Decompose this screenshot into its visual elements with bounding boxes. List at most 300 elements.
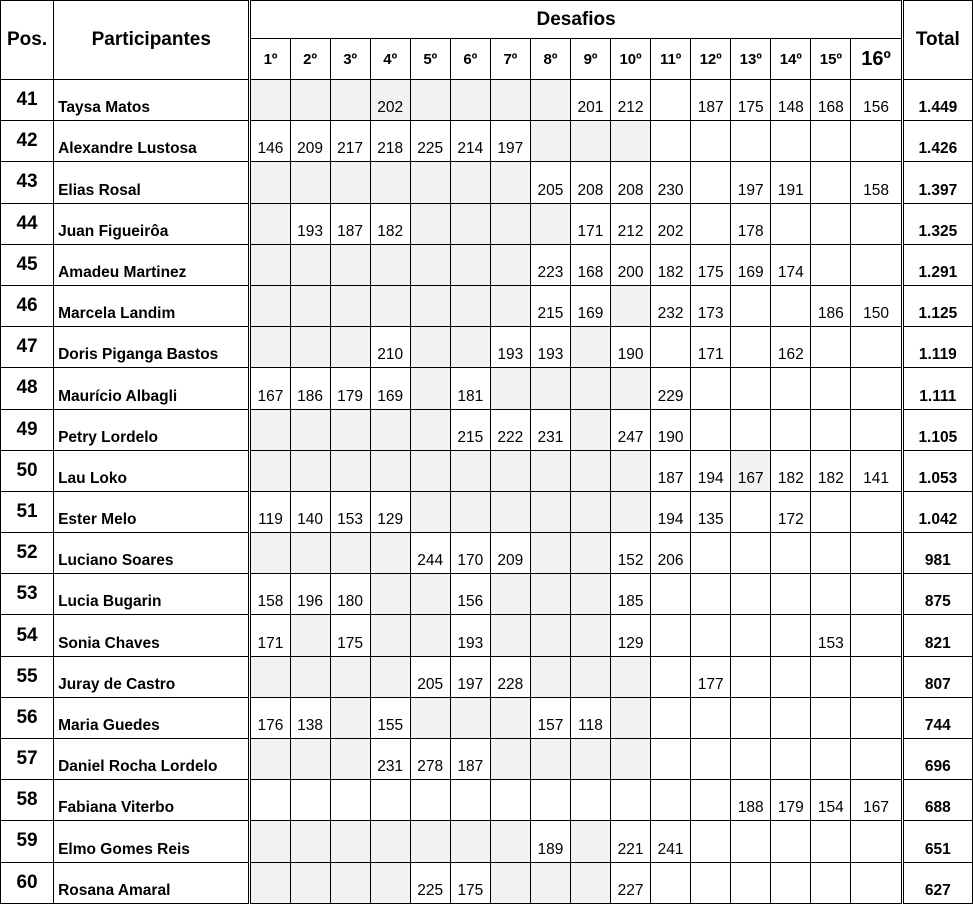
score-cell xyxy=(611,368,651,409)
score-cell: 212 xyxy=(611,203,651,244)
score-cell xyxy=(731,121,771,162)
score-cell xyxy=(771,368,811,409)
score-cell xyxy=(330,450,370,491)
score-cell xyxy=(250,409,290,450)
score-cell xyxy=(811,656,851,697)
table-row xyxy=(1,327,973,368)
score-cell: 135 xyxy=(691,491,731,532)
score-cell xyxy=(450,450,490,491)
total-cell: 821 xyxy=(902,615,972,656)
score-cell xyxy=(851,244,902,285)
score-cell xyxy=(731,615,771,656)
score-cell xyxy=(851,409,902,450)
score-cell: 171 xyxy=(570,203,610,244)
table-row xyxy=(1,121,973,162)
score-cell: 241 xyxy=(651,821,691,862)
score-cell xyxy=(330,780,370,821)
score-cell xyxy=(250,203,290,244)
score-cell xyxy=(370,285,410,326)
score-cell xyxy=(330,656,370,697)
score-cell: 229 xyxy=(651,368,691,409)
table-row xyxy=(1,697,973,738)
score-cell: 214 xyxy=(450,121,490,162)
score-cell: 169 xyxy=(570,285,610,326)
table-row xyxy=(1,203,973,244)
score-cell xyxy=(691,574,731,615)
score-cell: 222 xyxy=(490,409,530,450)
score-cell xyxy=(811,409,851,450)
score-cell: 148 xyxy=(771,80,811,121)
score-cell xyxy=(410,697,450,738)
score-cell: 152 xyxy=(611,533,651,574)
score-cell xyxy=(851,697,902,738)
score-cell xyxy=(731,368,771,409)
score-cell xyxy=(290,80,330,121)
score-cell: 218 xyxy=(370,121,410,162)
participants-header: Participantes xyxy=(54,1,250,80)
score-cell: 158 xyxy=(851,162,902,203)
total-cell: 688 xyxy=(902,780,972,821)
score-cell: 191 xyxy=(771,162,811,203)
score-cell xyxy=(771,862,811,903)
participant-name: Doris Piganga Bastos xyxy=(54,327,250,368)
score-cell xyxy=(330,162,370,203)
score-cell xyxy=(290,533,330,574)
score-cell xyxy=(250,162,290,203)
score-cell: 230 xyxy=(651,162,691,203)
score-cell: 193 xyxy=(490,327,530,368)
score-cell xyxy=(691,739,731,780)
score-cell: 190 xyxy=(651,409,691,450)
score-cell xyxy=(410,285,450,326)
table-row xyxy=(1,285,973,326)
score-cell: 209 xyxy=(490,533,530,574)
score-cell: 168 xyxy=(811,80,851,121)
table-row xyxy=(1,409,973,450)
score-cell xyxy=(330,697,370,738)
position-cell: 50 xyxy=(1,450,54,491)
score-cell xyxy=(450,80,490,121)
score-cell xyxy=(530,121,570,162)
table-row xyxy=(1,533,973,574)
score-cell xyxy=(370,780,410,821)
score-cell xyxy=(851,491,902,532)
score-cell xyxy=(530,615,570,656)
score-cell: 176 xyxy=(250,697,290,738)
score-cell xyxy=(490,615,530,656)
score-cell: 212 xyxy=(611,80,651,121)
score-cell: 197 xyxy=(490,121,530,162)
score-cell: 175 xyxy=(731,80,771,121)
score-cell xyxy=(691,368,731,409)
participant-name: Marcela Landim xyxy=(54,285,250,326)
position-cell: 49 xyxy=(1,409,54,450)
participant-name: Lau Loko xyxy=(54,450,250,491)
score-cell xyxy=(490,244,530,285)
score-cell xyxy=(290,615,330,656)
position-cell: 59 xyxy=(1,821,54,862)
table-row xyxy=(1,368,973,409)
score-cell xyxy=(691,121,731,162)
score-cell xyxy=(370,244,410,285)
score-cell: 227 xyxy=(611,862,651,903)
score-cell xyxy=(450,244,490,285)
score-cell xyxy=(490,80,530,121)
total-cell: 1.397 xyxy=(902,162,972,203)
score-cell xyxy=(771,285,811,326)
score-cell xyxy=(530,368,570,409)
score-cell: 179 xyxy=(330,368,370,409)
score-cell: 177 xyxy=(691,656,731,697)
total-cell: 981 xyxy=(902,533,972,574)
round-header: 6º xyxy=(450,39,490,80)
score-cell xyxy=(290,327,330,368)
score-cell xyxy=(330,533,370,574)
score-cell xyxy=(851,327,902,368)
score-cell xyxy=(570,368,610,409)
score-cell xyxy=(651,574,691,615)
score-cell xyxy=(530,780,570,821)
score-cell: 180 xyxy=(330,574,370,615)
score-cell: 197 xyxy=(731,162,771,203)
position-cell: 52 xyxy=(1,533,54,574)
score-cell xyxy=(691,203,731,244)
score-cell xyxy=(330,821,370,862)
score-cell xyxy=(731,697,771,738)
score-cell: 185 xyxy=(611,574,651,615)
position-cell: 55 xyxy=(1,656,54,697)
participant-name: Maria Guedes xyxy=(54,697,250,738)
score-cell xyxy=(490,574,530,615)
round-header: 7º xyxy=(490,39,530,80)
score-cell xyxy=(771,615,811,656)
total-cell: 1.042 xyxy=(902,491,972,532)
score-cell xyxy=(490,739,530,780)
table-row xyxy=(1,862,973,903)
score-cell xyxy=(570,327,610,368)
round-header: 16º xyxy=(851,39,902,80)
table-row xyxy=(1,574,973,615)
score-cell: 173 xyxy=(691,285,731,326)
position-cell: 53 xyxy=(1,574,54,615)
participant-name: Maurício Albagli xyxy=(54,368,250,409)
score-cell xyxy=(490,203,530,244)
table-row xyxy=(1,821,973,862)
score-cell xyxy=(370,450,410,491)
score-cell xyxy=(771,121,811,162)
participant-name: Daniel Rocha Lordelo xyxy=(54,739,250,780)
score-cell xyxy=(490,697,530,738)
score-cell: 167 xyxy=(731,450,771,491)
score-cell xyxy=(410,368,450,409)
score-cell: 186 xyxy=(290,368,330,409)
score-cell xyxy=(290,285,330,326)
score-cell xyxy=(330,739,370,780)
score-cell: 215 xyxy=(450,409,490,450)
score-cell xyxy=(330,80,370,121)
score-cell xyxy=(530,80,570,121)
score-cell xyxy=(611,121,651,162)
position-cell: 57 xyxy=(1,739,54,780)
score-cell xyxy=(851,615,902,656)
score-cell: 175 xyxy=(330,615,370,656)
score-cell xyxy=(450,697,490,738)
position-cell: 42 xyxy=(1,121,54,162)
score-cell xyxy=(771,697,811,738)
score-cell xyxy=(651,327,691,368)
score-cell xyxy=(570,450,610,491)
score-cell xyxy=(450,821,490,862)
total-cell: 696 xyxy=(902,739,972,780)
score-cell xyxy=(570,862,610,903)
score-cell xyxy=(410,574,450,615)
score-cell xyxy=(250,780,290,821)
table-row xyxy=(1,615,973,656)
score-cell xyxy=(410,780,450,821)
score-cell xyxy=(731,656,771,697)
round-header: 5º xyxy=(410,39,450,80)
score-cell: 187 xyxy=(691,80,731,121)
score-cell: 196 xyxy=(290,574,330,615)
total-cell: 1.111 xyxy=(902,368,972,409)
score-cell xyxy=(611,285,651,326)
total-header: Total xyxy=(902,1,972,80)
score-cell xyxy=(611,656,651,697)
score-cell xyxy=(530,491,570,532)
score-cell xyxy=(250,656,290,697)
score-cell: 182 xyxy=(771,450,811,491)
score-cell: 129 xyxy=(611,615,651,656)
score-cell xyxy=(330,409,370,450)
score-cell xyxy=(490,821,530,862)
score-cell xyxy=(250,327,290,368)
score-cell xyxy=(771,409,811,450)
score-cell xyxy=(611,450,651,491)
round-header: 2º xyxy=(290,39,330,80)
score-cell: 150 xyxy=(851,285,902,326)
score-cell: 157 xyxy=(530,697,570,738)
score-cell xyxy=(651,780,691,821)
score-cell: 197 xyxy=(450,656,490,697)
score-cell xyxy=(290,162,330,203)
participant-name: Alexandre Lustosa xyxy=(54,121,250,162)
score-cell: 186 xyxy=(811,285,851,326)
participant-name: Amadeu Martinez xyxy=(54,244,250,285)
score-cell xyxy=(250,821,290,862)
score-cell xyxy=(330,244,370,285)
score-cell: 175 xyxy=(691,244,731,285)
score-cell xyxy=(450,780,490,821)
score-cell xyxy=(490,780,530,821)
score-cell xyxy=(370,162,410,203)
score-cell xyxy=(651,656,691,697)
table-body xyxy=(1,80,973,904)
round-header: 11º xyxy=(651,39,691,80)
score-cell xyxy=(410,821,450,862)
score-cell: 162 xyxy=(771,327,811,368)
score-cell: 155 xyxy=(370,697,410,738)
score-cell xyxy=(530,533,570,574)
score-cell: 175 xyxy=(450,862,490,903)
score-cell xyxy=(530,862,570,903)
score-cell: 200 xyxy=(611,244,651,285)
score-cell xyxy=(811,821,851,862)
score-cell xyxy=(290,862,330,903)
position-cell: 54 xyxy=(1,615,54,656)
score-cell xyxy=(450,162,490,203)
round-header: 4º xyxy=(370,39,410,80)
score-cell xyxy=(570,615,610,656)
score-cell xyxy=(290,450,330,491)
score-cell: 247 xyxy=(611,409,651,450)
score-cell xyxy=(811,162,851,203)
table-row xyxy=(1,780,973,821)
score-cell xyxy=(691,162,731,203)
score-cell: 215 xyxy=(530,285,570,326)
total-cell: 1.125 xyxy=(902,285,972,326)
score-cell: 231 xyxy=(370,739,410,780)
score-cell: 210 xyxy=(370,327,410,368)
score-cell: 170 xyxy=(450,533,490,574)
score-cell xyxy=(290,739,330,780)
participant-name: Elias Rosal xyxy=(54,162,250,203)
score-cell xyxy=(731,739,771,780)
score-cell xyxy=(691,862,731,903)
total-cell: 1.325 xyxy=(902,203,972,244)
score-cell xyxy=(771,203,811,244)
score-cell xyxy=(731,533,771,574)
participant-name: Rosana Amaral xyxy=(54,862,250,903)
participant-name: Petry Lordelo xyxy=(54,409,250,450)
score-cell xyxy=(731,491,771,532)
score-cell xyxy=(330,862,370,903)
table-row xyxy=(1,656,973,697)
score-cell: 171 xyxy=(691,327,731,368)
table-row xyxy=(1,491,973,532)
score-cell xyxy=(851,368,902,409)
score-cell xyxy=(410,327,450,368)
total-cell: 651 xyxy=(902,821,972,862)
score-cell xyxy=(250,739,290,780)
score-cell: 156 xyxy=(450,574,490,615)
score-cell: 278 xyxy=(410,739,450,780)
score-cell xyxy=(530,574,570,615)
score-cell xyxy=(290,409,330,450)
score-cell: 244 xyxy=(410,533,450,574)
score-cell: 209 xyxy=(290,121,330,162)
score-cell xyxy=(450,491,490,532)
score-cell: 169 xyxy=(370,368,410,409)
score-cell xyxy=(851,121,902,162)
score-cell: 205 xyxy=(530,162,570,203)
score-cell: 182 xyxy=(651,244,691,285)
score-cell xyxy=(370,862,410,903)
total-cell: 807 xyxy=(902,656,972,697)
score-cell: 225 xyxy=(410,862,450,903)
score-cell xyxy=(570,533,610,574)
score-cell xyxy=(851,821,902,862)
score-cell xyxy=(771,574,811,615)
score-cell: 153 xyxy=(330,491,370,532)
round-header: 1º xyxy=(250,39,290,80)
score-cell xyxy=(731,821,771,862)
position-cell: 58 xyxy=(1,780,54,821)
score-cell xyxy=(370,821,410,862)
score-cell xyxy=(811,862,851,903)
score-cell xyxy=(811,533,851,574)
total-cell: 1.053 xyxy=(902,450,972,491)
position-cell: 48 xyxy=(1,368,54,409)
score-cell xyxy=(851,739,902,780)
score-cell xyxy=(490,862,530,903)
participant-name: Sonia Chaves xyxy=(54,615,250,656)
score-cell xyxy=(250,862,290,903)
participant-name: Elmo Gomes Reis xyxy=(54,821,250,862)
score-cell xyxy=(410,162,450,203)
position-cell: 60 xyxy=(1,862,54,903)
score-cell xyxy=(731,862,771,903)
score-cell: 201 xyxy=(570,80,610,121)
round-header: 15º xyxy=(811,39,851,80)
total-cell: 875 xyxy=(902,574,972,615)
score-cell xyxy=(370,533,410,574)
score-cell xyxy=(651,121,691,162)
table-row xyxy=(1,162,973,203)
score-cell: 181 xyxy=(450,368,490,409)
score-cell: 171 xyxy=(250,615,290,656)
round-header: 9º xyxy=(570,39,610,80)
score-cell xyxy=(290,821,330,862)
score-cell xyxy=(651,615,691,656)
total-cell: 1.449 xyxy=(902,80,972,121)
score-cell xyxy=(410,203,450,244)
score-cell xyxy=(250,450,290,491)
score-cell xyxy=(811,327,851,368)
total-cell: 744 xyxy=(902,697,972,738)
score-cell xyxy=(410,615,450,656)
score-cell xyxy=(410,450,450,491)
score-cell xyxy=(570,121,610,162)
score-cell xyxy=(530,656,570,697)
score-cell: 208 xyxy=(611,162,651,203)
score-cell xyxy=(490,285,530,326)
table-row xyxy=(1,244,973,285)
score-cell xyxy=(330,285,370,326)
score-cell: 158 xyxy=(250,574,290,615)
score-cell xyxy=(570,491,610,532)
score-cell xyxy=(410,80,450,121)
participant-name: Ester Melo xyxy=(54,491,250,532)
table-header xyxy=(1,1,973,80)
score-cell xyxy=(570,574,610,615)
score-cell: 182 xyxy=(811,450,851,491)
round-header: 12º xyxy=(691,39,731,80)
score-cell xyxy=(370,656,410,697)
position-cell: 46 xyxy=(1,285,54,326)
score-cell xyxy=(771,739,811,780)
score-cell xyxy=(410,244,450,285)
score-cell: 179 xyxy=(771,780,811,821)
score-cell: 140 xyxy=(290,491,330,532)
score-cell: 217 xyxy=(330,121,370,162)
score-cell xyxy=(731,285,771,326)
table-row xyxy=(1,739,973,780)
score-cell: 205 xyxy=(410,656,450,697)
position-cell: 44 xyxy=(1,203,54,244)
round-header: 14º xyxy=(771,39,811,80)
score-cell: 190 xyxy=(611,327,651,368)
score-cell: 193 xyxy=(290,203,330,244)
